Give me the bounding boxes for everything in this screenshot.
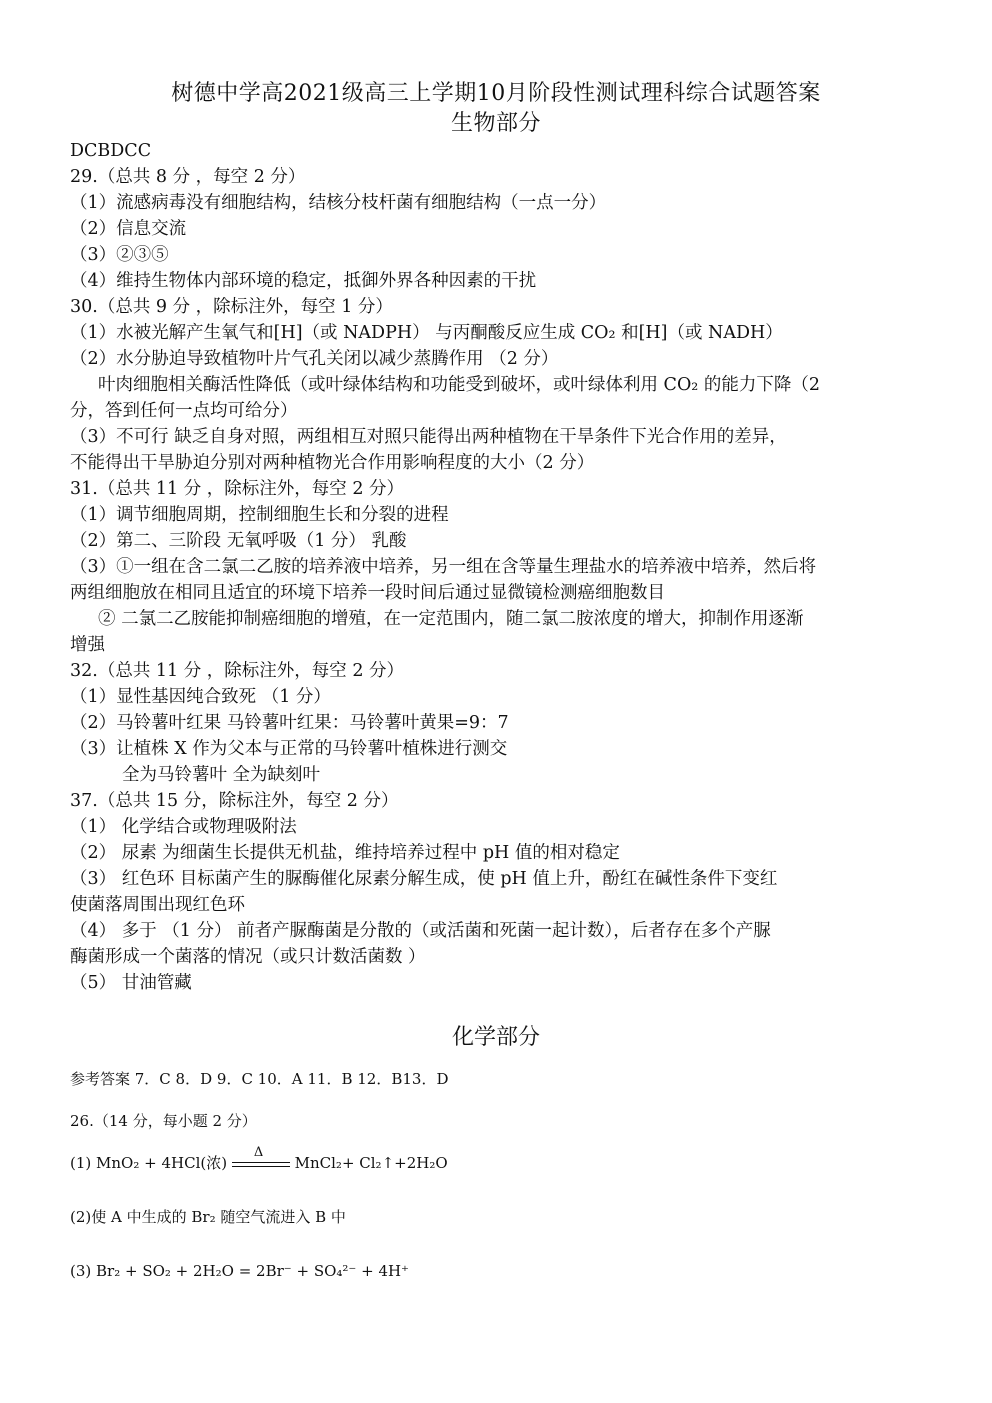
q29-answer-2: （2）信息交流: [70, 219, 187, 239]
q37-answer-3: （3） 红色环 目标菌产生的脲酶催化尿素分解生成，使 pH 值上升，酚红在碱性条件下变红: [70, 869, 778, 889]
q26-equation-1: [70, 1145, 922, 1176]
q26-equation-3: (3) Br₂ + SO₂ + 2H₂O = 2Br⁻ + SO₄²⁻ + 4H⁺: [70, 1262, 409, 1280]
q29-answer-4: （4）维持生物体内部环境的稳定，抵御外界各种因素的干扰: [70, 271, 537, 291]
q37-header: 37.（总共 15 分，除标注外，每空 2 分）: [70, 791, 399, 811]
biology-choice-answers: DCBDCC: [70, 141, 152, 161]
chemistry-heading: 化学部分: [451, 1025, 540, 1050]
q30-answer-2-cont2: 分，答到任何一点均可给分）: [70, 401, 298, 421]
q31-header: 31.（总共 11 分 ，除标注外，每空 2 分）: [70, 479, 405, 499]
q29-answer-3: （3）②③⑤: [70, 245, 169, 265]
q31-answer-3-part2-cont: 增强: [70, 635, 105, 655]
q30-answer-3: （3）不可行 缺乏自身对照，两组相互对照只能得出两种植物在干旱条件下光合作用的差异，: [70, 427, 787, 447]
q31-answer-3-cont: 两组细胞放在相同且适宜的环境下培养一段时间后通过显微镜检测癌细胞数目: [70, 583, 665, 603]
biology-heading: 生物部分: [450, 111, 541, 136]
q29-answer-1: （1）流感病毒没有细胞结构，结核分枝杆菌有细胞结构（一点一分）: [70, 193, 607, 213]
q30-answer-1: （1）水被光解产生氧气和[H]（或 NADPH） 与丙酮酸反应生成 CO₂ 和[H]（或 NADH）: [70, 323, 783, 343]
q26-equation-1-products: MnCl₂+ Cl₂↑+2H₂O: [294, 1154, 448, 1172]
q29-header: 29.（总共 8 分 ，每空 2 分）: [70, 167, 306, 187]
q32-answer-3: （3）让植株 X 作为父本与正常的马铃薯叶植株进行测交: [70, 739, 508, 759]
q32-answer-3-cont: 全为马铃薯叶 全为缺刻叶: [122, 765, 321, 785]
q31-answer-3-part2: ② 二氯二乙胺能抑制癌细胞的增殖，在一定范围内，随二氯二胺浓度的增大，抑制作用逐渐: [98, 609, 804, 629]
q30-header: 30.（总共 9 分 ，除标注外，每空 1 分）: [70, 297, 393, 317]
q37-answer-4-cont: 酶菌形成一个菌落的情况（或只计数活菌数 ）: [70, 947, 426, 967]
q32-header: 32.（总共 11 分 ，除标注外，每空 2 分）: [70, 661, 405, 681]
page-title: 树德中学高2021级高三上学期10月阶段性测试理科综合试题答案: [171, 81, 821, 106]
q31-answer-1: （1）调节细胞周期，控制细胞生长和分裂的进程: [70, 505, 449, 525]
q26-header: 26.（14 分，每小题 2 分）: [70, 1112, 257, 1130]
q26-answer-2: (2)使 A 中生成的 Br₂ 随空气流进入 B 中: [70, 1208, 346, 1226]
q26-equation-1-reactants: MnO₂ + 4HCl(浓): [96, 1154, 228, 1172]
q26-part1-number: (1): [70, 1154, 92, 1172]
q37-answer-2: （2） 尿素 为细菌生长提供无机盐，维持培养过程中 pH 值的相对稳定: [70, 843, 620, 863]
q30-answer-2: （2）水分胁迫导致植物叶片气孔关闭以减少蒸腾作用 （2 分）: [70, 349, 559, 369]
q37-answer-4: （4） 多于 （1 分） 前者产脲酶菌是分散的（或活菌和死菌一起计数），后者存在多个产脲: [70, 921, 771, 941]
delta-heat-symbol: Δ: [253, 1145, 264, 1160]
q32-answer-1: （1）显性基因纯合致死 （1 分）: [70, 687, 331, 707]
q31-answer-2: （2）第二、三阶段 无氧呼吸（1 分） 乳酸: [70, 531, 407, 551]
q30-answer-3-cont: 不能得出干旱胁迫分别对两种植物光合作用影响程度的大小（2 分）: [70, 453, 595, 473]
chemistry-choice-answers: 参考答案 7．C 8．D 9．C 10．A 11．B 12．B13．D: [70, 1070, 449, 1088]
q32-answer-2: （2）马铃薯叶红果 马铃薯叶红果：马铃薯叶黄果=9：7: [70, 713, 509, 733]
q31-answer-3: （3）①一组在含二氯二乙胺的培养液中培养，另一组在含等量生理盐水的培养液中培养，然后将: [70, 557, 817, 577]
q37-answer-3-cont: 使菌落周围出现红色环: [70, 895, 245, 915]
q30-answer-2-cont: 叶肉细胞相关酶活性降低（或叶绿体结构和功能受到破坏，或叶绿体利用 CO₂ 的能力下降（2: [98, 375, 821, 395]
q37-answer-5: （5） 甘油管藏: [70, 973, 192, 993]
heating-equals-sign: [232, 1145, 290, 1174]
q37-answer-1: （1） 化学结合或物理吸附法: [70, 817, 297, 837]
